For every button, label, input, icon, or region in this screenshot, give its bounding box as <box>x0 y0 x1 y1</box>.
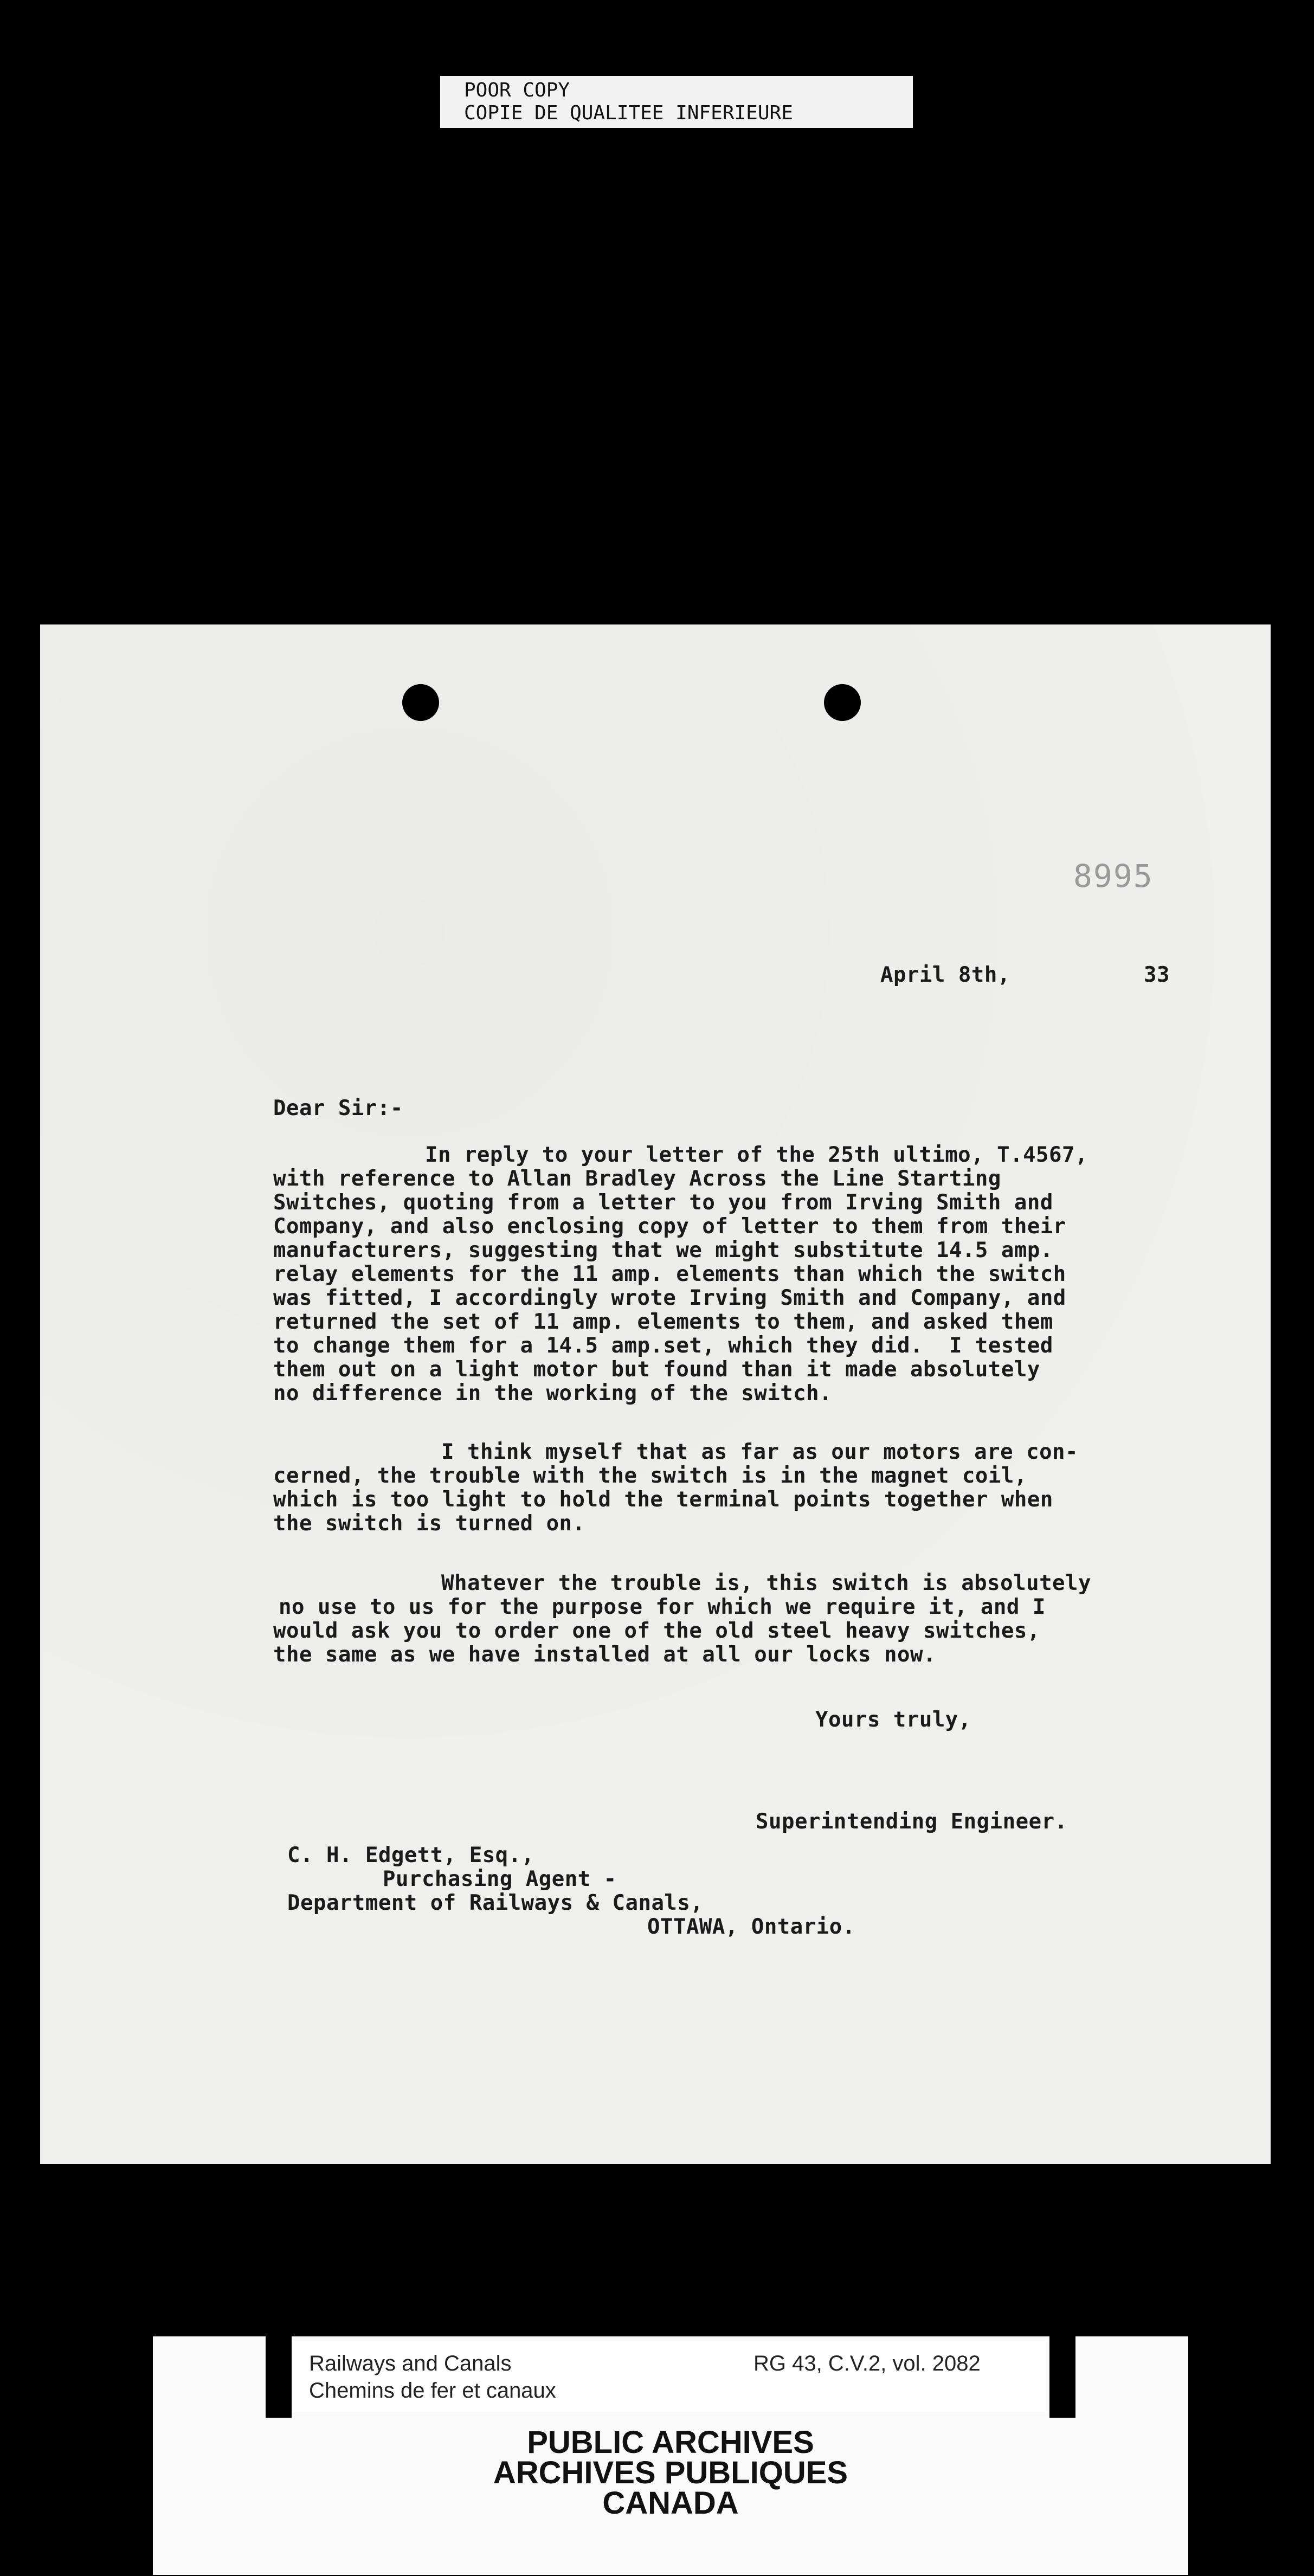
footer-bar-right <box>1049 2336 1075 2418</box>
paragraph-2-line: which is too light to hold the terminal points together when <box>273 1487 1053 1512</box>
paragraph-1-line: no difference in the working of the switch. <box>273 1381 833 1406</box>
archive-reference-box <box>293 2341 1046 2412</box>
paragraph-3-line: no use to us for the purpose for which we require it, and I <box>279 1595 1046 1619</box>
paragraph-1-line: was fitted, I accordingly wrote Irving Smith and Company, and <box>273 1286 1066 1310</box>
department-fr: Chemins de fer et canaux <box>309 2379 556 2403</box>
paragraph-1-line: with reference to Allan Bradley Across the Line Starting <box>273 1167 1001 1191</box>
paragraph-1-line: them out on a light motor but found than it made absolutely <box>273 1357 1040 1382</box>
paragraph-1-line: returned the set of 11 amp. elements to them, and asked them <box>273 1310 1053 1334</box>
paragraph-1-line: Switches, quoting from a letter to you from Irving Smith and <box>273 1190 1053 1215</box>
paragraph-2-line: the switch is turned on. <box>273 1511 585 1536</box>
paragraph-2-line: cerned, the trouble with the switch is in the magnet coil, <box>273 1464 1027 1488</box>
salutation: Dear Sir:- <box>273 1096 403 1120</box>
department-en: Railways and Canals <box>309 2352 512 2375</box>
letter-page <box>40 624 1271 2164</box>
archive-reference: RG 43, C.V.2, vol. 2082 <box>753 2352 981 2375</box>
paragraph-1-line: relay elements for the 11 amp. elements than which the switch <box>273 1262 1066 1286</box>
signature-title: Superintending Engineer. <box>756 1809 1068 1834</box>
poor-copy-label <box>440 76 913 128</box>
addressee-title: Purchasing Agent - <box>383 1867 617 1891</box>
addressee-name: C. H. Edgett, Esq., <box>287 1843 534 1867</box>
closing: Yours truly, <box>815 1708 971 1732</box>
archives-country: CANADA <box>602 2485 739 2521</box>
addressee-city: OTTAWA, Ontario. <box>647 1915 855 1939</box>
addressee-department: Department of Railways & Canals, <box>287 1891 704 1915</box>
letter-date: April 8th, <box>880 963 1010 987</box>
archives-fr: ARCHIVES PUBLIQUES <box>493 2455 848 2490</box>
paragraph-2-line: I think myself that as far as our motors are con- <box>441 1440 1079 1464</box>
poor-copy-line-fr: COPIE DE QUALITEE INFERIEURE <box>464 102 793 124</box>
paragraph-1-line: Company, and also enclosing copy of letter to them from their <box>273 1214 1066 1239</box>
archives-en: PUBLIC ARCHIVES <box>527 2425 814 2460</box>
paragraph-3-line: Whatever the trouble is, this switch is absolutely <box>441 1571 1091 1595</box>
letter-year: 33 <box>1144 963 1170 987</box>
poor-copy-line-en: POOR COPY <box>464 79 570 101</box>
reference-number: 8995 <box>1073 858 1154 894</box>
archives-stamp <box>153 2427 1188 2519</box>
paragraph-1-line: to change them for a 14.5 amp.set, which they did. I tested <box>273 1334 1053 1358</box>
paragraph-1-line: manufacturers, suggesting that we might substitute 14.5 amp. <box>273 1238 1053 1263</box>
punch-hole-left <box>402 684 439 721</box>
paragraph-3-line: the same as we have installed at all our locks now. <box>273 1643 936 1667</box>
paragraph-1-line: In reply to your letter of the 25th ultimo, T.4567, <box>425 1143 1088 1167</box>
paragraph-3-line: would ask you to order one of the old steel heavy switches, <box>273 1619 1040 1643</box>
punch-hole-right <box>824 684 861 721</box>
footer-bar-left <box>266 2336 292 2418</box>
